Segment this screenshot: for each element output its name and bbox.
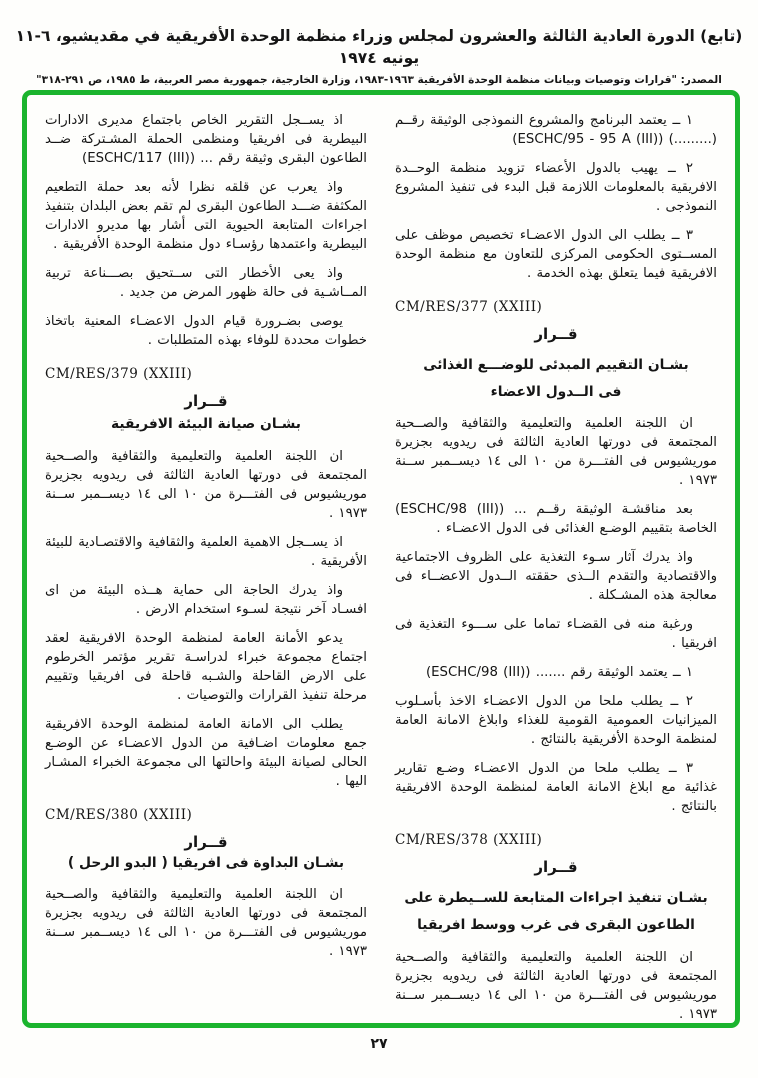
paragraph: واذ يعى الأخطار التى ســتحيق بصـــناعة تربية المــاشـية فى حالة ظهور المرض من جديد .	[45, 266, 367, 300]
paragraph: يوصى بضـرورة قيام الدول الاعضـاء المعنية باتخاذ خطوات محددة للوفاء بهذه المتطلبات .	[45, 314, 367, 348]
paragraph: اذ يســجل التقرير الخاص باجتماع مديرى الادارات البيطرية فى افريقيا ومنظمى الحملة المشـتركة ضــد الطاعون البقرى وثيقة رقم ... ‎(ESCHC/117 (III))‎	[45, 113, 367, 166]
page-number: ٢٧	[370, 1036, 388, 1052]
content-border	[22, 90, 740, 1028]
paragraph: بعد مناقشـة الوثيقة رقــم ... ‎(ESCHC/98 (III))‎ الخاصة بتقييم الوضـع الغذائى فى الدول الاعضـاء .	[395, 502, 717, 537]
paragraph: واذ يعرب عن قلقه نظرا لأنه بعد حملة التطعيم المكثفة ضـــد الطاعون البقرى لم تقم بعض البلدان بتنفيذ اجراءات المتابعة الحيوية التى أشار بها مديرو الادارات البيطرية واعتمدها رؤسـاء دول منظمة الوحدة الأفريقية .	[45, 180, 367, 252]
resolution-ref: CM/RES/379 (XXIII)	[45, 366, 193, 382]
paragraph: واذ يدرك الحاجة الى حماية هــذه البيئة من اى افسـاد آخر نتيجة لسـوء استخدام الارض .	[45, 582, 367, 617]
paragraph: ٢ ــ يهيب بالدول الأعضاء تزويد منظمة الوحــدة الافريقية بالمعلومات اللازمة قبل البدء فى تنفيذ المشروع النموذجى .	[395, 161, 717, 214]
paragraph: ١ ــ يعتمد البرنامج والمشروع النموذجى الوثيقة رقــم (.........) ‎(ESCHC/95 - 95 A (III))‎	[395, 113, 717, 147]
column-right	[395, 111, 717, 1022]
paragraph: واذ يدرك آثار سـوء التغذية على الظروف الاجتماعية والاقتصادية والتقدم الــذى حققته الــدول الاعضــاء فى معالجة هذه المشـكلة .	[395, 550, 717, 604]
two-column-layout	[45, 111, 717, 1022]
paragraph: ١ ــ يعتمد الوثيقة رقم ....... ‎(ESCHC/98 (III))‎	[425, 665, 693, 681]
resolution-title: بشـان التقييم المبدئى للوضـــع الغذائى	[423, 357, 689, 373]
page-header-source: المصدر: "قرارات وتوصيات وبيانات منظمة الوحدة الأفريقية ١٩٦٣-١٩٨٣، وزارة الخارجية، جمهورية مصر العربية، ط ١٩٨٥، ص ٢٩١-٣١٨"	[36, 74, 722, 87]
resolution-title: بشـان صيانة البيئة الافريقية	[111, 416, 301, 432]
resolution-heading: قــرار	[534, 325, 578, 343]
resolution-heading: قــرار	[184, 832, 228, 851]
resolution-title: بشـان تنفيذ اجراءات المتابعة للســيطرة على	[404, 890, 708, 907]
paragraph: يطلب الى الامانة العامة لمنظمة الوحدة الافريقية جمع معلومات اضـافية من الدول الاعضـاء عن الوضـع الحالى لصيانة البيئة واحالتها الى مجموعة الخبراء المشـار اليها .	[45, 716, 367, 789]
resolution-title: الطاعون البقرى فى غرب ووسط افريقيا	[417, 917, 695, 934]
paragraph: ورغبة منه فى القضـاء تماما على ســـوء التغذية فى افريقيا .	[395, 617, 717, 652]
resolution-ref: CM/RES/380 (XXIII)	[45, 806, 193, 823]
paragraph: يدعو الأمانة العامة لمنظمة الوحدة الافريقية لعقد اجتماع مجموعة خبراء لدراسـة تقرير مؤتمر الخرطوم على الارض القاحلة والشـبه قاحلة فى افريقيا وتقييم مرحلة تنفيذ القرارات والتوصيات .	[45, 630, 367, 703]
resolution-title: فى الــدول الاعضاء	[490, 383, 622, 400]
paragraph: ان اللجنة العلمية والتعليمية والثقافية والصــحية المجتمعة فى دورتها العادية الثالثة فى ريدويه بجزيرة موريشيوس فى الفتـــرة من ١٠ الى ١٤ ديســمبر ســنة ١٩٧٣ .	[395, 416, 717, 489]
resolution-heading: قــرار	[184, 392, 228, 410]
page-header-title: (تابع) الدورة العادية الثالثة والعشرون لمجلس وزراء منظمة الوحدة الأفريقية في مقديشيو، ٦-١١ يونيه ١٩٧٤	[15, 27, 743, 67]
paragraph: ٣ ــ يطلب الى الدول الاعضـاء تخصيص موظف على المســتوى الحكومى المركزى للتعاون مع منظمة الوحدة الافريقية فيما يتعلق بهذه الخدمة .	[395, 228, 717, 281]
paragraph: ان اللجنة العلمية والتعليمية والثقافية والصــحية المجتمعة فى دورتها العادية الثالثة فى ريدويه بجزيرة موريشيوس فى الفتـــرة من ١٠ الى ١٤ ديســمبر ســنة ١٩٧٣ .	[45, 448, 367, 521]
resolution-ref: CM/RES/377 (XXIII)	[395, 299, 543, 315]
resolution-heading: قــرار	[534, 858, 578, 877]
resolution-title: بشـان البداوة فى افريقيا ( البدو الرحل )	[67, 854, 345, 871]
paragraph: ٢ ــ يطلب ملحا من الدول الاعضـاء الاخذ بأسـلوب الميزانيات العمومية القومية للغذاء وابلاغ الامانة العامة لمنظمة الوحدة الأفريقية بالنتائج .	[395, 694, 717, 748]
resolution-ref: CM/RES/378 (XXIII)	[395, 832, 543, 849]
paragraph: ٣ ــ يطلب ملحا من الدول الاعضـاء وضـع تقارير غذائية مع ابلاغ الامانة العامة لمنظمة الوحدة الافريقية بالنتائج .	[395, 761, 717, 815]
paragraph: ان اللجنة العلمية والتعليمية والثقافية والصــحية المجتمعة فى دورتها العادية الثالثة فى ريدويه بجزيرة موريشيوس فى الفتـــرة من ١٠ الى ١٤ ديســمبر ســنة ١٩٧٣ .	[395, 949, 717, 1022]
column-left	[45, 111, 367, 1009]
paragraph: ان اللجنة العلمية والتعليمية والثقافية والصــحية المجتمعة فى دورتها العادية الثالثة فى ريدويه بجزيرة موريشيوس فى الفتـــرة من ١٠ الى ١٤ ديســمبر ســنة ١٩٧٣ .	[45, 887, 367, 960]
page-header	[0, 26, 758, 88]
paragraph: اذ يســجل الاهمية العلمية والثقافية والاقتصـادية للبيئة الأفريقية .	[45, 534, 367, 569]
